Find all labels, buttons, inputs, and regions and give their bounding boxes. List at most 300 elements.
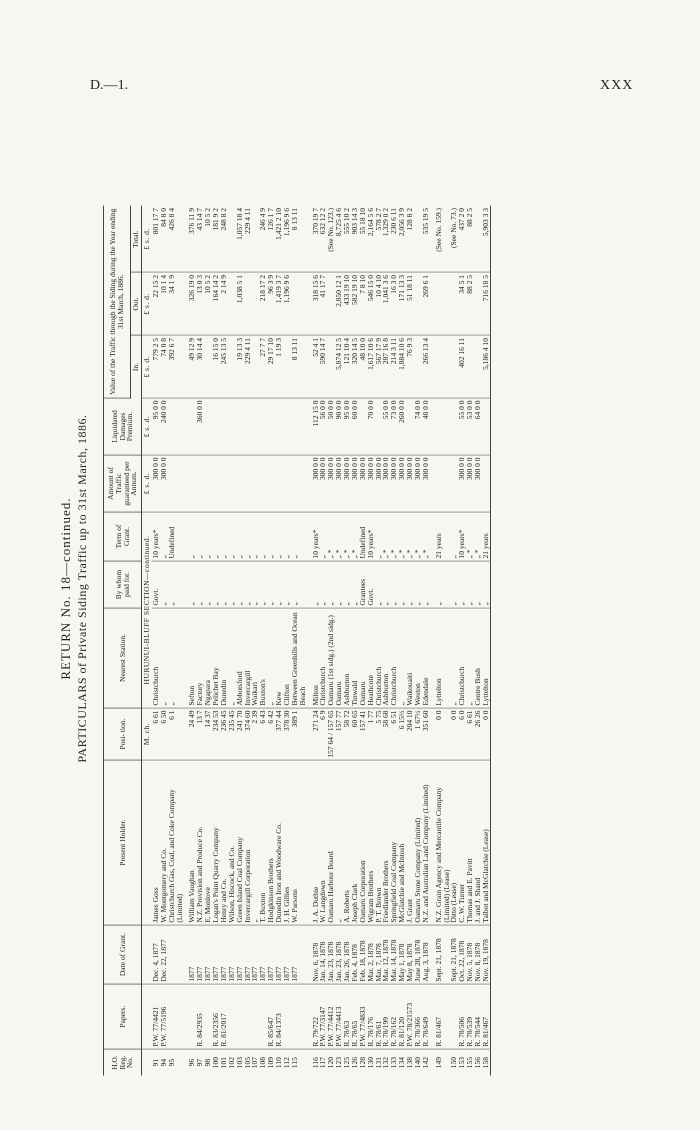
cell-amount-guaranteed: 300 0 0 — [474, 455, 482, 512]
cell-value-out: 218 17 2 — [259, 273, 267, 336]
cell-grant-date: Feb. 4, 1878 — [351, 925, 359, 984]
cell-grant-date: 1877 — [228, 925, 236, 984]
col-term: Term of Grant. — [104, 512, 142, 561]
cell-amount-guaranteed: 300 0 0 — [466, 455, 474, 512]
cell-value-out: 1,419 3 7 — [275, 273, 283, 336]
cell-reg-no: 156 — [473, 1056, 482, 1069]
cell-amount-guaranteed — [212, 455, 220, 512]
cell-value-total: 230 6 11 — [390, 206, 398, 273]
cell-nearest-station: „ — [398, 608, 406, 708]
cell-grant-date: Jan. 26, 1878 — [343, 925, 351, 984]
cell-term-of-grant: „ — [291, 512, 307, 561]
cell-amount-guaranteed: 300 0 0 — [319, 455, 327, 512]
cell-grant-date — [168, 925, 184, 984]
cell-term-of-grant: „ — [160, 512, 168, 561]
cell-term-of-grant: „ * — [390, 512, 398, 561]
cell-present-holder: J. A. Duthie — [312, 760, 320, 925]
cell-amount-guaranteed: 300 0 0 — [367, 455, 375, 512]
cell-position: 6 0 — [458, 708, 466, 760]
cell-present-holder: James Goss — [152, 760, 160, 925]
cell-grant-date: Oct. 22, 1878 — [458, 925, 466, 984]
cell-paid-by: „ — [335, 561, 343, 608]
cell-term-of-grant: „ — [375, 512, 383, 561]
table-row — [220, 206, 228, 1076]
cell-papers: P.W. 77/4412 — [327, 984, 335, 1049]
cell-value-in: 16 15 0 — [212, 336, 220, 399]
cell-term-of-grant: „ — [251, 512, 259, 561]
cell-liquidated-damages — [435, 398, 451, 455]
cell-term-of-grant: „ * — [398, 512, 406, 561]
cell-paid-by: „ — [343, 561, 351, 608]
cell-value-total: (See No. 159.) — [435, 206, 451, 273]
cell-amount-guaranteed: 300 0 0 — [359, 455, 367, 512]
cell-paid-by: Grantees — [359, 561, 367, 608]
cell-value-in: 27 7 7 — [259, 336, 267, 399]
cell-papers: R. 83/2356 — [212, 984, 220, 1049]
cell-paid-by: „ — [435, 561, 451, 608]
cell-value-in: 402 16 11 — [458, 336, 466, 399]
cell-reg-no: 153 — [457, 1056, 467, 1069]
siding-traffic-table — [103, 206, 491, 1076]
cell-grant-date: May 8, 1878 — [406, 925, 414, 984]
cell-amount-guaranteed — [251, 455, 259, 512]
cell-nearest-station: Pelichet Bay — [212, 608, 220, 708]
cell-reg-no: 138 — [405, 1056, 414, 1069]
cell-nearest-station: Abbotsford — [236, 608, 244, 708]
cell-term-of-grant: „ — [244, 512, 252, 561]
cell-value-total: 555 10 2 — [343, 206, 351, 273]
cell-liquidated-damages: 90 0 0 — [335, 398, 343, 455]
cell-value-total: 43 14 7 — [196, 206, 204, 273]
cell-grant-date: 1877 — [267, 925, 275, 984]
cell-term-of-grant: „ * — [327, 512, 335, 561]
cell-liquidated-damages: 55 0 0 — [458, 398, 466, 455]
cell-position: 6 9 — [319, 708, 327, 760]
cell-position: 2 39 — [251, 708, 259, 760]
cell-liquidated-damages — [236, 398, 244, 455]
cell-reg-no: 155 — [465, 1056, 475, 1069]
cell-papers: R. 78/65 — [351, 984, 359, 1049]
cell-value-out: 34 1 9 — [168, 273, 184, 336]
col-holder: Present Holder. — [104, 760, 142, 925]
cell-position: 0 0 — [450, 708, 458, 760]
table-row — [259, 206, 267, 1076]
cell-papers: R. 78/539 — [466, 984, 474, 1049]
cell-position: 157 77 — [335, 708, 343, 760]
cell-nearest-station: Centre Bush — [474, 608, 482, 708]
cell-term-of-grant: „ — [188, 512, 196, 561]
cell-paid-by: „ — [267, 561, 275, 608]
col-amount: Amount of Traffic guaranteed per Annum. — [104, 455, 142, 512]
cell-paid-by: „ — [390, 561, 398, 608]
cell-value-in: 49 12 9 — [188, 336, 196, 399]
cell-grant-date: Jan. 14, 1878 — [319, 925, 327, 984]
cell-present-holder: A. Roberts — [343, 760, 351, 925]
col-date: Date of Grant. — [104, 925, 142, 984]
cell-paid-by: „ — [212, 561, 220, 608]
cell-papers: R. 81/467 — [482, 984, 490, 1049]
cell-value-total: 578 2 7 — [375, 206, 383, 273]
cell-term-of-grant: 10 years* — [367, 512, 375, 561]
cell-paid-by: „ — [450, 561, 458, 608]
cell-amount-guaranteed: 300 0 0 — [390, 455, 398, 512]
cell-position: 377 44 — [275, 708, 283, 760]
cell-liquidated-damages: 70 0 0 — [367, 398, 375, 455]
cell-present-holder: J. H. Gillies — [283, 760, 291, 925]
cell-amount-guaranteed: 300 0 0 — [458, 455, 466, 512]
cell-grant-date: Sept. 21, 1878 — [435, 925, 451, 984]
cell-value-out: 582 19 10 — [351, 273, 359, 336]
cell-value-in: 214 3 11 — [390, 336, 398, 399]
units-amount: £ s. d. — [142, 455, 152, 512]
cell-value-out: 2 14 9 — [220, 273, 228, 336]
cell-amount-guaranteed — [259, 455, 267, 512]
cell-amount-guaranteed: 300 0 0 — [422, 455, 430, 512]
cell-term-of-grant: „ — [220, 512, 228, 561]
cell-value-total: 181 9 2 — [212, 206, 220, 273]
cell-paid-by: „ — [220, 561, 228, 608]
col-paid: By whom paid for. — [104, 561, 142, 608]
cell-present-holder: J. and J. Shand — [474, 760, 482, 925]
cell-amount-guaranteed: 300 0 0 — [406, 455, 414, 512]
cell-paid-by: Govt. — [367, 561, 375, 608]
cell-reg-no: 108 — [258, 1056, 268, 1069]
cell-reg-no: 140 — [412, 1056, 422, 1069]
cell-value-out: 96 3 9 — [267, 273, 275, 336]
cell-value-out: 164 14 2 — [212, 273, 220, 336]
cell-reg-no: 98 — [203, 1058, 213, 1067]
cell-present-holder: Talbot and McGlatchie (Lease) — [482, 760, 490, 925]
cell-term-of-grant: „ — [196, 512, 204, 561]
cell-value-out: 1,196 9 6 — [283, 273, 291, 336]
cell-paid-by: „ — [466, 561, 474, 608]
cell-reg-no: 94 — [158, 1058, 168, 1067]
cell-papers — [236, 984, 244, 1049]
cell-grant-date: Nov. 8, 1878 — [474, 925, 482, 984]
table-row — [244, 206, 252, 1076]
table-row — [168, 206, 184, 1076]
cell-term-of-grant: „ — [319, 512, 327, 561]
cell-position: 58 68 — [382, 708, 390, 760]
cell-position: 13 7 — [196, 708, 204, 760]
cell-term-of-grant: „ * — [422, 512, 430, 561]
cell-present-holder: W. Parsons — [291, 760, 307, 925]
cell-value-total: 1,329 0 2 — [382, 206, 390, 273]
cell-value-out: 88 2 5 — [466, 273, 474, 336]
cell-reg-no: 116 — [310, 1057, 320, 1069]
cell-amount-guaranteed — [168, 455, 184, 512]
cell-liquidated-damages: 53 0 0 — [466, 398, 474, 455]
table-subtitle: PARTICULARS of Private Siding Traffic up to 31st March, 1886. — [75, 414, 89, 763]
cell-reg-no: 115 — [289, 1057, 299, 1069]
cell-value-in — [466, 336, 474, 399]
cell-grant-date: Jan. 23, 1878 — [335, 925, 343, 984]
cell-value-total: 1,421 2 10 — [275, 206, 283, 273]
cell-paid-by: „ — [291, 561, 307, 608]
cell-position: 1 77 — [367, 708, 375, 760]
cell-term-of-grant: 21 years — [435, 512, 451, 561]
units-out: £ s. d. — [142, 273, 152, 336]
table-row — [188, 206, 196, 1076]
cell-value-out: 326 19 0 — [188, 273, 196, 336]
cell-papers: P.W. 77/4833 — [359, 984, 367, 1049]
cell-reg-no: 126 — [349, 1056, 359, 1069]
cell-present-holder: N.Z. Provision and Produce Co. — [196, 760, 204, 925]
cell-amount-guaranteed — [188, 455, 196, 512]
cell-value-in: 1,884 10 6 — [398, 336, 406, 399]
rotated-page-content — [55, 94, 645, 1084]
cell-present-holder: Joseph Clark — [351, 760, 359, 925]
cell-present-holder: William Vaughan — [188, 760, 196, 925]
cell-present-holder: Springfield Coal Company — [390, 760, 398, 925]
cell-value-total: 1,057 18 4 — [236, 206, 244, 273]
units-position: M. ch. — [142, 708, 152, 760]
cell-grant-date: Dec. 4, 1877 — [152, 925, 160, 984]
cell-liquidated-damages: 260 0 0 — [398, 398, 406, 455]
cell-term-of-grant: 21 years — [482, 512, 490, 561]
cell-term-of-grant: Undefined — [359, 512, 367, 561]
cell-present-holder: C. W. Turner — [458, 760, 466, 925]
cell-present-holder: Christchurch Gas, Coal, and Coke Company (Limited) — [168, 760, 184, 925]
cell-paid-by: „ — [188, 561, 196, 608]
cell-value-in: 29 17 10 — [267, 336, 275, 399]
cell-amount-guaranteed — [291, 455, 307, 512]
cell-reg-no: 131 — [373, 1056, 383, 1069]
units-total: £ s. d. — [142, 206, 152, 273]
cell-position: 0 0 — [482, 708, 490, 760]
cell-value-in: 76 9 3 — [406, 336, 414, 399]
cell-term-of-grant: 10 years* — [458, 512, 466, 561]
col-office-reg: H.O. Reg. No. — [104, 1049, 142, 1076]
cell-nearest-station: Lyttelton — [482, 608, 490, 708]
cell-value-in: 1,617 10 6 — [367, 336, 375, 399]
cell-reg-no: 110 — [274, 1057, 283, 1069]
cell-value-in: 1 19 3 — [275, 336, 283, 399]
cell-position: 5 75 — [375, 708, 383, 760]
cell-papers — [244, 984, 252, 1049]
cell-grant-date: 1877 — [251, 925, 259, 984]
cell-value-total: 2,056 3 9 — [398, 206, 406, 273]
cell-present-holder: N.Z. and Australian Land Company (Limited) — [422, 760, 430, 925]
cell-value-total: 88 2 5 — [466, 206, 474, 273]
cell-position: 6 50 — [160, 708, 168, 760]
cell-paid-by: „ — [244, 561, 252, 608]
cell-grant-date: 1877 — [275, 925, 283, 984]
cell-liquidated-damages: 95 0 0 — [152, 398, 160, 455]
cell-value-in: 245 13 5 — [220, 336, 228, 399]
cell-present-holder: Wigram Brothers — [367, 760, 375, 925]
cell-value-out: 51 18 11 — [406, 273, 414, 336]
cell-value-total: 8,725 4 6 — [335, 206, 343, 273]
table-row — [267, 206, 275, 1076]
cell-reg-no: 128 — [357, 1056, 367, 1069]
cell-grant-date: 1877 — [291, 925, 307, 984]
cell-paid-by: „ — [422, 561, 430, 608]
cell-position: 0 0 — [435, 708, 451, 760]
cell-liquidated-damages — [244, 398, 252, 455]
cell-term-of-grant: „ * — [406, 512, 414, 561]
table-row — [482, 206, 490, 1076]
col-value-group: Value of the Traffic through the Siding during the Year ending 31st March, 1886. — [104, 206, 131, 398]
cell-position: 24 49 — [188, 708, 196, 760]
cell-position: 374 60 — [244, 708, 252, 760]
cell-value-out: 10 1 4 — [160, 273, 168, 336]
cell-paid-by: „ — [204, 561, 212, 608]
cell-nearest-station: Buxton's — [259, 608, 267, 708]
col-position: Posi- tion. — [104, 708, 142, 760]
cell-position: 157 64 / 157 65 — [327, 708, 335, 760]
cell-term-of-grant: „ * — [382, 512, 390, 561]
cell-amount-guaranteed — [267, 455, 275, 512]
cell-papers — [228, 984, 236, 1049]
cell-papers: R. 78/162 — [390, 984, 398, 1049]
cell-value-out: 546 15 0 — [367, 273, 375, 336]
cell-value-out: 34 5 1 — [458, 273, 466, 336]
cell-nearest-station: „ — [160, 608, 168, 708]
cell-liquidated-damages — [291, 398, 307, 455]
cell-position: 236 45 — [220, 708, 228, 760]
cell-present-holder: W. Langdown — [319, 760, 327, 925]
cell-paid-by: „ — [406, 561, 414, 608]
cell-nearest-station: Dunedin — [220, 608, 228, 708]
cell-paid-by: „ — [382, 561, 390, 608]
cell-grant-date: Mar. 7, 1878 — [375, 925, 383, 984]
cell-amount-guaranteed: 300 0 0 — [414, 455, 422, 512]
cell-present-holder: Logan's Point Quarry Company — [212, 760, 220, 925]
cell-position: 6 43 — [259, 708, 267, 760]
cell-value-total: 632 12 2 — [319, 206, 327, 273]
cell-nearest-station: Between Greenhills and Ocean Beach — [291, 608, 307, 708]
table-row — [291, 206, 307, 1076]
cell-nearest-station: Oamaru (1st sidg.) (2nd sidg.) — [327, 608, 335, 708]
cell-term-of-grant: „ * — [343, 512, 351, 561]
cell-liquidated-damages: 73 0 0 — [390, 398, 398, 455]
cell-value-out — [244, 273, 252, 336]
table-row — [228, 206, 236, 1076]
col-out: Out. — [131, 273, 142, 336]
cell-term-of-grant: „ — [283, 512, 291, 561]
cell-amount-guaranteed: 300 0 0 — [152, 455, 160, 512]
cell-nearest-station: Factory — [196, 608, 204, 708]
cell-papers: R. 78/544 — [474, 984, 482, 1049]
cell-nearest-station: „ — [228, 608, 236, 708]
cell-present-holder: Friedlander Brothers — [382, 760, 390, 925]
cell-value-in — [435, 336, 451, 399]
cell-value-total: 903 14 3 — [351, 206, 359, 273]
cell-value-in: 52 4 1 — [312, 336, 320, 399]
cell-nearest-station: Tinwald — [351, 608, 359, 708]
cell-value-out: 10 4 10 — [375, 273, 383, 336]
cell-value-total: 426 8 4 — [168, 206, 184, 273]
cell-amount-guaranteed: 300 0 0 — [398, 455, 406, 512]
cell-amount-guaranteed — [220, 455, 228, 512]
cell-value-out: 171 13 3 — [398, 273, 406, 336]
cell-liquidated-damages — [220, 398, 228, 455]
cell-reg-no: 95 — [166, 1058, 176, 1067]
cell-nearest-station: Heathcote — [367, 608, 375, 708]
cell-grant-date: Nov. 19, 1878 — [482, 925, 490, 984]
cell-grant-date: Nov. 5, 1878 — [466, 925, 474, 984]
cell-papers — [251, 984, 259, 1049]
cell-value-out: 1,038 5 1 — [236, 273, 244, 336]
cell-present-holder: P. T. Brown — [375, 760, 383, 925]
cell-value-out: 1,041 3 6 — [382, 273, 390, 336]
cell-nearest-station: Kew — [275, 608, 283, 708]
cell-term-of-grant: „ * — [474, 512, 482, 561]
cell-position: 6 61 — [466, 708, 474, 760]
cell-value-total: 229 4 11 — [244, 206, 252, 273]
cell-amount-guaranteed: 300 0 0 — [335, 455, 343, 512]
cell-papers: R. 78/176 — [367, 984, 375, 1049]
table-row — [196, 206, 204, 1076]
cell-term-of-grant: „ — [228, 512, 236, 561]
cell-reg-no: 149 — [433, 1056, 443, 1069]
cell-value-total: 84 8 0 — [160, 206, 168, 273]
cell-present-holder: T. Buxton — [259, 760, 267, 925]
cell-papers: R. 78/506 — [458, 984, 466, 1049]
cell-reg-no: 100 — [211, 1056, 220, 1069]
cell-paid-by: „ — [168, 561, 184, 608]
cell-value-in: 5,874 12 5 — [335, 336, 343, 399]
cell-position: 378 30 — [283, 708, 291, 760]
cell-liquidated-damages: 55 0 0 — [382, 398, 390, 455]
cell-value-out: 318 15 6 — [312, 273, 320, 336]
cell-value-in: 30 14 4 — [196, 336, 204, 399]
cell-value-total: 10 5 2 — [204, 206, 212, 273]
cell-nearest-station: Waikari — [251, 608, 259, 708]
cell-present-holder: „ — [335, 760, 343, 925]
table-row — [236, 206, 244, 1076]
cell-present-holder: Wilson, Hiscock, and Co. — [228, 760, 236, 925]
cell-nearest-station: Clifton — [283, 608, 291, 708]
cell-value-total: 248 8 2 — [220, 206, 228, 273]
cell-value-total: 55 18 10 — [359, 206, 367, 273]
cell-term-of-grant: Undefined — [168, 512, 184, 561]
cell-term-of-grant: „ — [275, 512, 283, 561]
cell-amount-guaranteed — [244, 455, 252, 512]
cell-term-of-grant: 10 years* — [312, 512, 320, 561]
cell-value-total: 8 13 11 — [291, 206, 307, 273]
cell-reg-no: 158 — [482, 1049, 490, 1076]
cell-liquidated-damages — [283, 398, 291, 455]
cell-papers: P.W. 77/4413 — [335, 984, 343, 1049]
cell-paid-by: „ — [482, 561, 490, 608]
cell-position: 58 72 — [343, 708, 351, 760]
col-in: In. — [131, 336, 142, 399]
cell-papers: R. 81/120 — [398, 984, 406, 1049]
cell-position: 6 1 — [168, 708, 184, 760]
cell-liquidated-damages — [168, 398, 184, 455]
cell-nearest-station: Christchurch — [319, 608, 327, 708]
cell-value-out: 2,850 12 1 — [335, 273, 343, 336]
cell-nearest-station: „ — [466, 608, 474, 708]
cell-nearest-station: Christchurch — [375, 608, 383, 708]
cell-value-total: (See No. 73.) — [450, 206, 458, 273]
cell-amount-guaranteed: 300 0 0 — [375, 455, 383, 512]
cell-term-of-grant: 10 years* — [152, 512, 160, 561]
cell-reg-no: 130 — [365, 1056, 375, 1069]
cell-position: 271 24 — [312, 708, 320, 760]
cell-amount-guaranteed: 300 0 0 — [343, 455, 351, 512]
cell-liquidated-damages: 360 0 0 — [196, 398, 204, 455]
cell-value-total: 370 19 7 — [312, 206, 320, 273]
cell-nearest-station: Ashburton — [343, 608, 351, 708]
cell-paid-by: „ — [236, 561, 244, 608]
cell-liquidated-damages: 74 0 0 — [414, 398, 422, 455]
cell-nearest-station: Lyttelton — [435, 608, 451, 708]
cell-position: 241 70 — [236, 708, 244, 760]
cell-nearest-station: Edendale — [422, 608, 430, 708]
